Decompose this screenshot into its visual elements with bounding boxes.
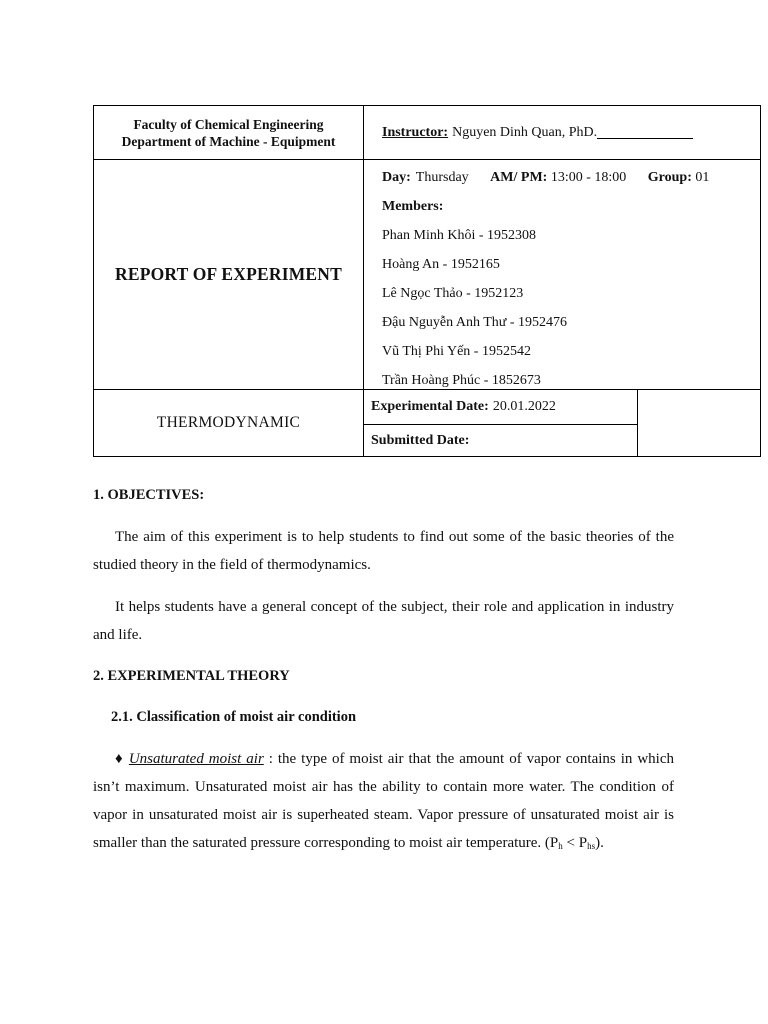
faculty-cell: [93, 105, 364, 160]
objectives-paragraph-1: [93, 523, 674, 579]
session-row: [382, 170, 709, 186]
diamond-bullet-icon: ♦: [115, 751, 124, 767]
ampm-value: 13:00 - 18:00: [550, 170, 627, 185]
member-item: Vũ Thị Phi Yến - 1952542: [382, 344, 531, 359]
paragraph-text: [93, 745, 674, 860]
section-heading-theory: 2. EXPERIMENTAL THEORY: [93, 668, 290, 684]
department-name: Department of Machine - Equipment: [121, 133, 336, 149]
subscript-h: h: [558, 841, 563, 851]
defined-term: Unsaturated moist air: [128, 751, 264, 767]
subscript-hs: hs: [587, 841, 596, 851]
paragraph-text: The aim of this experiment is to help students to find out some of the basic theories of the studied theory in the field of thermodynamics.: [93, 529, 674, 573]
experimental-date-value: 20.01.2022: [492, 399, 556, 414]
experimental-date-cell: [363, 389, 638, 425]
paragraph-text: It helps students have a general concept of the subject, their role and application in industry and life.: [93, 599, 674, 643]
report-title-cell: [93, 159, 364, 390]
faculty-name: Faculty of Chemical Engineering: [133, 116, 324, 132]
section-heading-objectives: 1. OBJECTIVES:: [93, 487, 205, 503]
less-than-text: < P: [562, 835, 588, 851]
instructor-blank-line: [597, 126, 693, 139]
member-item: Trần Hoàng Phúc - 1852673: [382, 373, 541, 388]
closing-text: ).: [595, 835, 604, 851]
member-item: Phan Minh Khôi - 1952308: [382, 228, 536, 243]
ampm-label: AM/ PM:: [490, 170, 548, 185]
definition-paragraph: [93, 745, 674, 860]
group-value: 01: [695, 170, 710, 185]
member-item: Lê Ngọc Thảo - 1952123: [382, 286, 524, 301]
subject-cell: [93, 389, 364, 457]
instructor-label: Instructor:: [382, 124, 449, 140]
session-details-cell: [363, 159, 761, 390]
definition-text: : the type of moist air that the amount of vapor contains in which isn’t maximum. Unsaturated moist air has the ability to contain more water. The condition of vapor in unsaturated moist air is superheated steam. Vapor pressure of unsaturated moist air is smaller than the saturated pressure corresponding to moist air temperature. (P: [93, 751, 675, 851]
report-title: REPORT OF EXPERIMENT: [114, 264, 342, 284]
report-header-table: [93, 105, 761, 457]
instructor-cell: [363, 105, 761, 160]
subject-title: THERMODYNAMIC: [156, 414, 301, 431]
experimental-date-label: Experimental Date:: [371, 399, 489, 414]
member-item: Đậu Nguyễn Anh Thư - 1952476: [382, 315, 568, 330]
day-label: Day:: [382, 170, 411, 185]
submitted-date-cell: [363, 424, 638, 457]
subsection-heading-classification: 2.1. Classification of moist air condition: [111, 709, 357, 725]
objectives-paragraph-2: [93, 593, 674, 649]
signature-blank-cell: [637, 389, 761, 457]
group-label: Group:: [647, 170, 692, 185]
members-label: Members:: [382, 199, 444, 214]
member-item: Hoàng An - 1952165: [382, 257, 500, 272]
instructor-name: Nguyen Dinh Quan, PhD.: [452, 124, 598, 140]
day-value: Thursday: [415, 170, 469, 185]
submitted-date-label: Submitted Date:: [371, 432, 470, 448]
